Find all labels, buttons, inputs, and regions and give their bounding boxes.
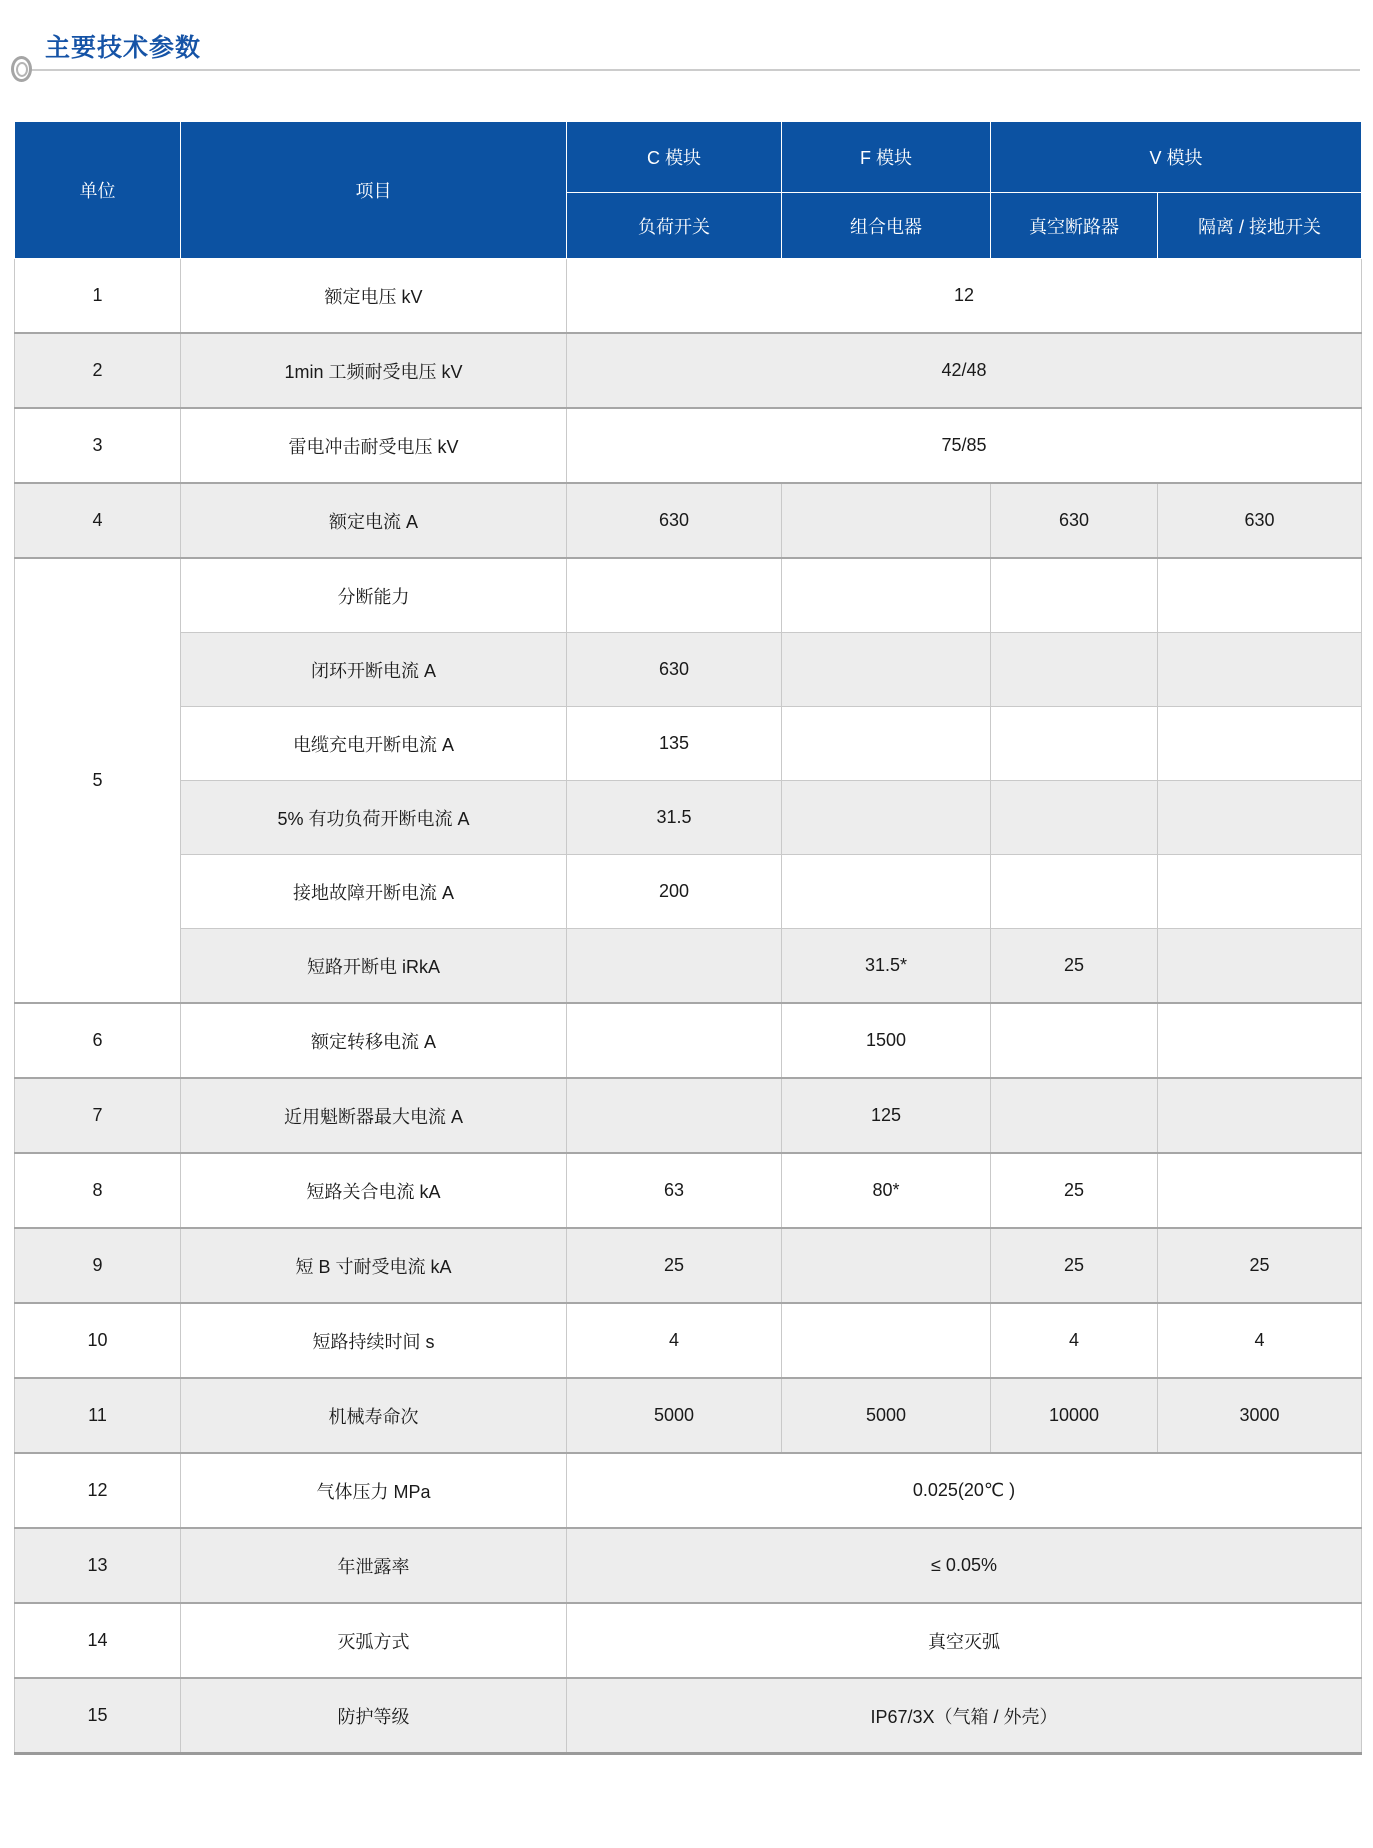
value-cell	[1158, 707, 1362, 781]
item-cell: 5% 有功负荷开断电流 A	[181, 781, 567, 855]
merged-value-cell: ≤ 0.05%	[567, 1528, 1362, 1603]
item-cell: 额定电压 kV	[181, 259, 567, 334]
value-cell	[567, 1078, 782, 1153]
item-cell: 年泄露率	[181, 1528, 567, 1603]
value-cell: 135	[567, 707, 782, 781]
item-cell: 雷电冲击耐受电压 kV	[181, 408, 567, 483]
value-cell: 31.5	[567, 781, 782, 855]
row-number-cell: 9	[15, 1228, 181, 1303]
value-cell: 4	[991, 1303, 1158, 1378]
value-cell	[991, 633, 1158, 707]
value-cell	[991, 781, 1158, 855]
row-number-cell: 12	[15, 1453, 181, 1528]
row-number-cell: 3	[15, 408, 181, 483]
value-cell	[991, 1003, 1158, 1078]
header-module-v: V 模块	[991, 122, 1362, 193]
value-cell	[1158, 1078, 1362, 1153]
value-cell: 3000	[1158, 1378, 1362, 1453]
item-cell: 气体压力 MPa	[181, 1453, 567, 1528]
value-cell: 630	[1158, 483, 1362, 558]
value-cell	[1158, 929, 1362, 1004]
item-cell: 电缆充电开断电流 A	[181, 707, 567, 781]
table-row	[15, 1228, 1362, 1303]
merged-value-cell: 42/48	[567, 333, 1362, 408]
value-cell	[782, 633, 991, 707]
table-row	[15, 558, 1362, 633]
row-number-cell: 2	[15, 333, 181, 408]
value-cell	[567, 1003, 782, 1078]
header-item: 项目	[181, 122, 567, 259]
value-cell	[567, 929, 782, 1004]
table-header	[15, 122, 1362, 259]
header-unit: 单位	[15, 122, 181, 259]
table-row	[15, 1453, 1362, 1528]
value-cell	[782, 558, 991, 633]
value-cell: 80*	[782, 1153, 991, 1228]
table-row	[15, 1003, 1362, 1078]
value-cell	[782, 781, 991, 855]
item-cell: 额定电流 A	[181, 483, 567, 558]
value-cell: 25	[991, 1228, 1158, 1303]
table-row	[15, 259, 1362, 334]
item-cell: 灭弧方式	[181, 1603, 567, 1678]
value-cell: 630	[567, 483, 782, 558]
value-cell: 630	[991, 483, 1158, 558]
table-row	[15, 1303, 1362, 1378]
value-cell	[782, 1228, 991, 1303]
table-row	[15, 633, 1362, 707]
header-sub-v2: 隔离 / 接地开关	[1158, 193, 1362, 259]
table-row	[15, 855, 1362, 929]
section-header	[0, 0, 1373, 122]
section-divider	[22, 69, 1360, 71]
row-number-cell: 6	[15, 1003, 181, 1078]
table-row	[15, 781, 1362, 855]
value-cell: 5000	[567, 1378, 782, 1453]
item-cell: 接地故障开断电流 A	[181, 855, 567, 929]
value-cell	[782, 855, 991, 929]
table-row	[15, 408, 1362, 483]
row-number-cell: 4	[15, 483, 181, 558]
value-cell	[1158, 633, 1362, 707]
merged-value-cell: 12	[567, 259, 1362, 334]
table-row	[15, 1603, 1362, 1678]
row-number-cell: 8	[15, 1153, 181, 1228]
value-cell	[991, 855, 1158, 929]
row-number-cell: 15	[15, 1678, 181, 1754]
value-cell	[991, 558, 1158, 633]
value-cell	[782, 1303, 991, 1378]
value-cell: 630	[567, 633, 782, 707]
value-cell: 25	[991, 929, 1158, 1004]
merged-value-cell: 75/85	[567, 408, 1362, 483]
table-row	[15, 1678, 1362, 1754]
table-row	[15, 1153, 1362, 1228]
item-cell: 额定转移电流 A	[181, 1003, 567, 1078]
value-cell: 125	[782, 1078, 991, 1153]
table-row	[15, 483, 1362, 558]
value-cell: 4	[1158, 1303, 1362, 1378]
row-number-cell: 7	[15, 1078, 181, 1153]
value-cell: 4	[567, 1303, 782, 1378]
page-title: 主要技术参数	[45, 34, 202, 62]
table-row	[15, 929, 1362, 1004]
item-cell: 防护等级	[181, 1678, 567, 1754]
table-row	[15, 1378, 1362, 1453]
table-row	[15, 333, 1362, 408]
table-row	[15, 1078, 1362, 1153]
row-number-cell: 13	[15, 1528, 181, 1603]
merged-value-cell: IP67/3X（气箱 / 外壳）	[567, 1678, 1362, 1754]
value-cell: 31.5*	[782, 929, 991, 1004]
value-cell	[1158, 781, 1362, 855]
item-cell: 闭环开断电流 A	[181, 633, 567, 707]
value-cell: 1500	[782, 1003, 991, 1078]
header-module-f: F 模块	[782, 122, 991, 193]
value-cell: 25	[1158, 1228, 1362, 1303]
header-sub-v1: 真空断路器	[991, 193, 1158, 259]
header-module-c: C 模块	[567, 122, 782, 193]
value-cell: 10000	[991, 1378, 1158, 1453]
value-cell: 63	[567, 1153, 782, 1228]
value-cell	[1158, 855, 1362, 929]
row-number-cell: 1	[15, 259, 181, 334]
merged-value-cell: 真空灭弧	[567, 1603, 1362, 1678]
value-cell	[1158, 1003, 1362, 1078]
value-cell: 200	[567, 855, 782, 929]
item-cell: 分断能力	[181, 558, 567, 633]
value-cell	[991, 707, 1158, 781]
item-cell: 机械寿命次	[181, 1378, 567, 1453]
row-number-cell: 10	[15, 1303, 181, 1378]
table-row	[15, 707, 1362, 781]
value-cell	[567, 558, 782, 633]
item-cell: 1min 工频耐受电压 kV	[181, 333, 567, 408]
value-cell	[782, 707, 991, 781]
value-cell	[991, 1078, 1158, 1153]
header-sub-c: 负荷开关	[567, 193, 782, 259]
spec-table	[14, 122, 1362, 1755]
item-cell: 短路持续时间 s	[181, 1303, 567, 1378]
value-cell: 25	[991, 1153, 1158, 1228]
value-cell	[1158, 1153, 1362, 1228]
table-row	[15, 1528, 1362, 1603]
item-cell: 近用魁断器最大电流 A	[181, 1078, 567, 1153]
value-cell: 5000	[782, 1378, 991, 1453]
row-number-cell: 11	[15, 1378, 181, 1453]
row-number-cell: 5	[15, 558, 181, 1003]
item-cell: 短 B 寸耐受电流 kA	[181, 1228, 567, 1303]
value-cell	[782, 483, 991, 558]
value-cell: 25	[567, 1228, 782, 1303]
section-marker-ring-icon	[11, 56, 32, 82]
header-sub-f: 组合电器	[782, 193, 991, 259]
row-number-cell: 14	[15, 1603, 181, 1678]
value-cell	[1158, 558, 1362, 633]
item-cell: 短路关合电流 kA	[181, 1153, 567, 1228]
item-cell: 短路开断电 iRkA	[181, 929, 567, 1004]
merged-value-cell: 0.025(20℃ )	[567, 1453, 1362, 1528]
